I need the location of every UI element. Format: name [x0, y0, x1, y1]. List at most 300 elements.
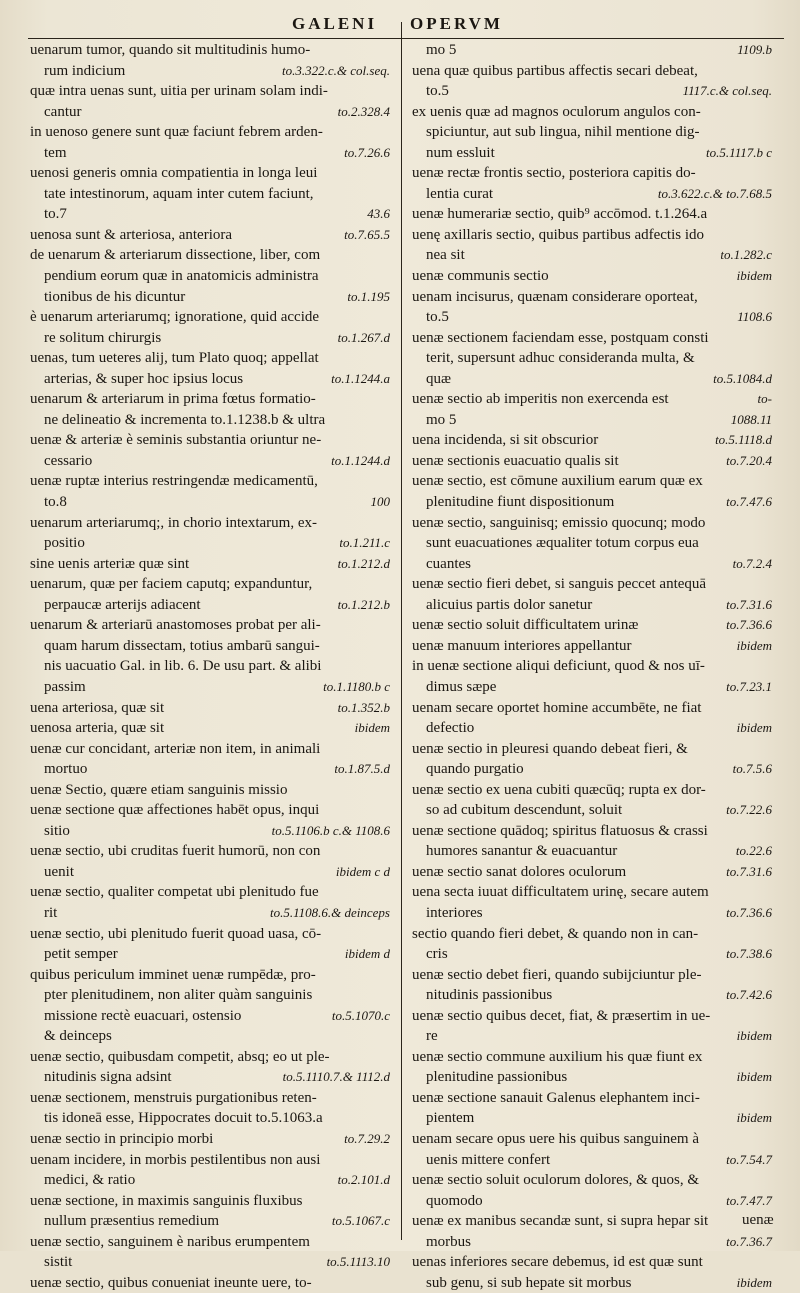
- index-line: [30, 1026, 390, 1047]
- index-entry-reference: to.7.29.2: [344, 1130, 390, 1146]
- index-entry-reference: to.1.195: [347, 288, 390, 304]
- index-line: [412, 615, 772, 636]
- index-entry-text: in uenoso genere sunt quæ faciunt febrem arden-: [30, 124, 323, 141]
- index-line: [30, 636, 390, 657]
- index-line: [412, 965, 772, 986]
- index-entry-reference: 1117.c.& col.seq.: [682, 83, 772, 99]
- index-line: [412, 1191, 772, 1212]
- index-line: [30, 102, 390, 123]
- index-line: [412, 348, 772, 369]
- index-line: [30, 841, 390, 862]
- index-line: [30, 965, 390, 986]
- index-entry-reference: to.7.36.6: [726, 617, 772, 633]
- index-entry-text: to.5: [426, 83, 449, 100]
- index-entry-text: uenæ sectio commune auxilium his quæ fiunt ex: [412, 1048, 703, 1065]
- index-entry-text: plenitudine fiunt dispositionum: [426, 494, 615, 511]
- index-entry-reference: to.1.267.d: [337, 329, 390, 345]
- index-entry-text: medici, & ratio: [44, 1172, 136, 1189]
- index-line: [412, 430, 772, 451]
- index-entry-text: uenæ & arteriæ è seminis substantia oriuntur ne-: [30, 432, 322, 449]
- index-line: [412, 985, 772, 1006]
- index-entry-text: uenæ sectio, est cōmune auxilium earum quæ ex: [412, 473, 703, 490]
- index-entry-reference: 1108.6: [737, 309, 772, 325]
- index-entry-reference: to.3.322.c.& col.seq.: [282, 62, 390, 78]
- index-line: [30, 348, 390, 369]
- index-line: [412, 882, 772, 903]
- index-line: [412, 800, 772, 821]
- index-line: [30, 122, 390, 143]
- index-line: [412, 1026, 772, 1047]
- index-entry-text: sunt euacuationes æqualiter totum corpus eua: [426, 535, 699, 552]
- index-entry-reference: to.1.212.d: [337, 555, 390, 571]
- index-entry-reference: ibidem: [354, 720, 390, 736]
- index-line: [412, 389, 772, 410]
- index-line: [30, 595, 390, 616]
- index-entry-text: uenæ sectio fieri debet, si sanguis peccet antequā: [412, 576, 707, 593]
- index-line: [412, 451, 772, 472]
- index-line: [30, 328, 390, 349]
- index-entry-text: arterias, & super hoc ipsius locus: [44, 370, 244, 387]
- index-line: [412, 718, 772, 739]
- index-entry-text: è uenarum arteriarumq; ignoratione, quid accide: [30, 309, 320, 326]
- index-entry-text: uenas, tum ueteres alij, tum Plato quoq; appellat: [30, 350, 319, 367]
- index-line: [30, 718, 390, 739]
- index-entry-text: uenæ ruptæ interius restringendæ medicamentū,: [30, 473, 318, 490]
- index-line: [412, 204, 772, 225]
- index-entry-reference: 100: [370, 494, 390, 510]
- index-line: [30, 800, 390, 821]
- index-entry-text: de uenarum & arteriarum dissectione, liber, com: [30, 247, 321, 264]
- index-line: [412, 944, 772, 965]
- index-entry-reference: to.7.65.5: [344, 226, 390, 242]
- index-entry-text: missione rectè euacuari, ostensio: [44, 1007, 242, 1024]
- index-line: [30, 759, 390, 780]
- index-entry-text: uenas inferiores secare debemus, id est quæ sunt: [412, 1254, 703, 1271]
- index-entry-text: uena secta iuuat difficultatem urinę, secare autem: [412, 884, 709, 901]
- index-entry-text: uenæ sectio, ubi cruditas fuerit humorū, non con: [30, 843, 321, 860]
- index-line: [30, 184, 390, 205]
- index-entry-text: uenæ sectione, in maximis sanguinis fluxibus: [30, 1192, 303, 1209]
- index-entry-text: in uenæ sectione aliqui deficiunt, quod & nos uī-: [412, 658, 705, 675]
- index-entry-text: uenæ sectio, quibusdam competit, absq; eo ut ple-: [30, 1048, 330, 1065]
- index-line: [30, 492, 390, 513]
- index-entry-text: uenæ manuum interiores appellantur: [412, 637, 632, 654]
- index-entry-text: quam harum dissectam, totius ambarū sangui-: [44, 637, 320, 654]
- index-entry-reference: to.5.1106.b c.& 1108.6: [271, 822, 390, 838]
- index-entry-text: to.7: [44, 206, 67, 223]
- index-entry-reference: to.7.47.6: [726, 494, 772, 510]
- index-line: [412, 287, 772, 308]
- index-entry-text: passim: [44, 678, 86, 695]
- index-line: [30, 410, 390, 431]
- index-entry-text: uenæ sectione quādoq; spiritus flatuosus & crassi: [412, 822, 708, 839]
- index-line: [30, 245, 390, 266]
- index-entry-text: uenæ communis sectio: [412, 268, 549, 285]
- index-entry-reference: ibidem: [736, 720, 772, 736]
- index-entry-text: uenæ cur concidant, arteriæ non item, in animali: [30, 740, 321, 757]
- index-entry-reference: 43.6: [367, 206, 390, 222]
- index-entry-reference: to.5.1084.d: [713, 370, 772, 386]
- index-line: [30, 1047, 390, 1068]
- index-entry-text: nis uacuatio Gal. in lib. 6. De usu part. & alibi: [44, 658, 322, 675]
- index-line: [412, 102, 772, 123]
- index-line: [412, 1252, 772, 1273]
- index-entry-text: morbus: [426, 1233, 471, 1250]
- index-entry-text: uenę axillaris sectio, quibus partibus adfectis ido: [412, 226, 705, 243]
- index-entry-reference: ibidem: [736, 1028, 772, 1044]
- index-line: [30, 1067, 390, 1088]
- index-entry-text: uenarum tumor, quando sit multitudinis humo-: [30, 42, 311, 58]
- index-entry-text: uenæ humerariæ sectio, quib⁹ accōmod. t.1.264.a: [412, 206, 708, 223]
- index-line: [30, 307, 390, 328]
- index-line: [30, 656, 390, 677]
- index-entry-text: sine uenis arteriæ quæ sint: [30, 555, 190, 572]
- index-entry-reference: to.1.1244.a: [331, 370, 390, 386]
- index-entry-text: ne delineatio & incrementa to.1.1238.b & ultra: [44, 411, 326, 428]
- index-line: [412, 307, 772, 328]
- index-line: [412, 61, 772, 82]
- index-line: [412, 492, 772, 513]
- index-entry-reference: to.1.212.b: [337, 596, 390, 612]
- index-entry-text: & deinceps: [44, 1028, 112, 1045]
- index-entry-reference: to.7.54.7: [726, 1151, 772, 1167]
- index-entry-text: mo 5: [426, 42, 457, 58]
- left-index-column: [30, 40, 390, 1293]
- index-entry-reference: ibidem: [736, 1274, 772, 1290]
- index-line: [412, 369, 772, 390]
- index-line: [30, 451, 390, 472]
- index-entry-text: uenæ sectio ex uena cubiti quæcūq; rupta ex dor-: [412, 781, 706, 798]
- index-entry-text: uenarum & arteriarum in prima fœtus formatio-: [30, 391, 316, 408]
- index-entry-text: sitio: [44, 822, 70, 839]
- right-index-column: [412, 40, 772, 1293]
- index-entry-reference: to.7.26.6: [344, 144, 390, 160]
- index-line: [30, 944, 390, 965]
- index-entry-text: uenæ sectio, quibus conueniat ineunte uere, to-: [30, 1274, 312, 1291]
- index-line: [30, 780, 390, 801]
- index-entry-reference: to-: [757, 391, 772, 407]
- index-entry-reference: ibidem: [736, 1069, 772, 1085]
- index-line: [30, 1273, 390, 1293]
- index-entry-reference: to.1.211.c: [339, 535, 390, 551]
- index-line: [30, 677, 390, 698]
- index-entry-text: uenam secare opus uere his quibus sanguinem à: [412, 1130, 699, 1147]
- index-line: [412, 245, 772, 266]
- index-entry-text: nea sit: [426, 247, 465, 264]
- index-entry-text: uenæ sectio soluit difficultatem urinæ: [412, 617, 639, 634]
- index-line: [412, 40, 772, 61]
- index-entry-reference: to.7.47.7: [726, 1192, 772, 1208]
- index-line: [30, 985, 390, 1006]
- index-entry-text: uenæ sectio, sanguinem è naribus erumpentem: [30, 1233, 310, 1250]
- index-line: [412, 595, 772, 616]
- index-entry-reference: ibidem: [736, 1110, 772, 1126]
- index-line: [30, 61, 390, 82]
- index-line: [30, 225, 390, 246]
- index-line: [30, 1108, 390, 1129]
- index-entry-text: uenarum, quæ per faciem caputq; expanduntur,: [30, 576, 313, 593]
- catchword: uenæ: [742, 1212, 774, 1228]
- index-entry-text: interiores: [426, 904, 483, 921]
- index-entry-text: num essluit: [426, 144, 495, 161]
- index-line: [30, 266, 390, 287]
- index-entry-reference: ibidem: [736, 268, 772, 284]
- index-line: [30, 143, 390, 164]
- index-entry-reference: to.5.1118.d: [715, 432, 772, 448]
- index-line: [412, 533, 772, 554]
- index-line: [30, 471, 390, 492]
- index-entry-text: quomodo: [426, 1192, 483, 1209]
- index-entry-text: re: [426, 1028, 438, 1045]
- index-entry-reference: ibidem: [736, 637, 772, 653]
- index-entry-text: sistit: [44, 1254, 73, 1271]
- index-entry-text: plenitudine passionibus: [426, 1069, 568, 1086]
- index-entry-reference: to.22.6: [735, 843, 772, 859]
- index-line: [30, 862, 390, 883]
- index-entry-text: alicuius partis dolor sanetur: [426, 596, 593, 613]
- index-entry-text: uenarum arteriarumq;, in chorio intextarum, ex-: [30, 514, 317, 531]
- index-line: [412, 780, 772, 801]
- index-entry-text: quando purgatio: [426, 761, 524, 778]
- index-entry-reference: to.5.1108.6.& deinceps: [270, 904, 390, 920]
- index-line: [30, 1232, 390, 1253]
- index-entry-text: uena quæ quibus partibus affectis secari debeat,: [412, 62, 698, 79]
- index-entry-text: tis idoneā esse, Hippocrates docuit to.5.1063.a: [44, 1110, 323, 1127]
- index-line: [412, 821, 772, 842]
- index-entry-text: sub genu, si sub hepate sit morbus: [426, 1274, 632, 1291]
- index-line: [412, 328, 772, 349]
- index-line: [30, 903, 390, 924]
- header-left-word: GALENI: [292, 14, 378, 33]
- index-entry-text: rum indicium: [44, 62, 126, 79]
- index-line: [30, 204, 390, 225]
- index-entry-text: uenæ sectio debet fieri, quando subijciuntur ple-: [412, 966, 702, 983]
- index-entry-reference: to.7.42.6: [726, 987, 772, 1003]
- index-line: [30, 924, 390, 945]
- index-line: [412, 1232, 772, 1253]
- index-entry-reference: to.5.1110.7.& 1112.d: [282, 1069, 390, 1085]
- index-entry-text: to.8: [44, 494, 67, 511]
- index-entry-text: re solitum chirurgis: [44, 329, 162, 346]
- index-entry-text: mortuo: [44, 761, 88, 778]
- index-line: [30, 513, 390, 534]
- index-line: [30, 615, 390, 636]
- index-line: [30, 389, 390, 410]
- index-entry-text: uena arteriosa, quæ sit: [30, 699, 165, 716]
- index-entry-reference: to.1.87.5.d: [334, 761, 390, 777]
- index-line: [30, 1252, 390, 1273]
- index-line: [30, 1088, 390, 1109]
- index-line: [412, 410, 772, 431]
- index-entry-text: dimus sæpe: [426, 678, 497, 695]
- index-entry-reference: to.1.352.b: [337, 699, 390, 715]
- header-rule: [28, 38, 784, 39]
- index-line: [412, 184, 772, 205]
- index-line: [412, 1150, 772, 1171]
- index-entry-reference: to.5.1070.c: [331, 1007, 390, 1023]
- index-line: [30, 698, 390, 719]
- index-line: [30, 1006, 390, 1027]
- index-line: [412, 677, 772, 698]
- index-entry-text: cantur: [44, 103, 82, 120]
- index-entry-text: uenit: [44, 863, 74, 880]
- index-entry-text: uenarum & arteriarū anastomoses probat per ali-: [30, 617, 321, 634]
- index-entry-text: pientem: [426, 1110, 475, 1127]
- index-entry-text: uenæ sectionis euacuatio qualis sit: [412, 452, 619, 469]
- index-line: [30, 369, 390, 390]
- index-entry-reference: to.7.5.6: [732, 761, 772, 777]
- index-line: [412, 924, 772, 945]
- index-entry-text: uenæ sectione sanauit Galenus elephantem inci-: [412, 1089, 700, 1106]
- index-line: [30, 574, 390, 595]
- index-entry-text: pendium eorum quæ in anatomicis administra: [44, 268, 319, 285]
- index-entry-text: uenæ sectionem faciendam esse, postquam consti: [412, 329, 709, 346]
- index-entry-text: uena incidenda, si sit obscurior: [412, 432, 599, 449]
- index-entry-text: quæ: [426, 370, 452, 387]
- index-entry-text: petit semper: [44, 946, 118, 963]
- index-line: [30, 40, 390, 61]
- index-entry-text: quibus periculum imminet uenæ rumpēdæ, pro-: [30, 966, 316, 983]
- index-line: [30, 1129, 390, 1150]
- index-entry-reference: to.2.328.4: [337, 103, 390, 119]
- index-entry-text: uenam secare oportet homine accumbēte, ne fiat: [412, 699, 702, 716]
- index-line: [412, 225, 772, 246]
- index-line: [412, 636, 772, 657]
- index-entry-reference: to.5.1113.10: [326, 1254, 390, 1270]
- index-entry-text: tate intestinorum, aquam inter cutem faciunt,: [44, 185, 314, 202]
- index-line: [30, 739, 390, 760]
- index-entry-reference: ibidem d: [344, 946, 390, 962]
- index-entry-text: uenæ sectio quibus decet, fiat, & præsertim in ue-: [412, 1007, 711, 1024]
- index-line: [412, 1006, 772, 1027]
- index-line: [412, 841, 772, 862]
- index-entry-reference: to.3.622.c.& to.7.68.5: [657, 185, 772, 201]
- index-line: [412, 862, 772, 883]
- index-entry-text: uenæ sectio, ubi plenitudo fuerit quoad uasa, cō-: [30, 925, 322, 942]
- index-entry-text: uenæ ex manibus secandæ sunt, si supra hepar sit: [412, 1213, 709, 1230]
- index-entry-text: uenæ sectio soluit oculorum dolores, & quos, &: [412, 1172, 700, 1189]
- index-entry-reference: ibidem c d: [335, 863, 390, 879]
- index-entry-text: tem: [44, 144, 67, 161]
- index-line: [412, 1088, 772, 1109]
- index-line: [30, 1150, 390, 1171]
- index-entry-text: humores sanantur & euacuantur: [426, 843, 618, 860]
- index-entry-text: positio: [44, 535, 85, 552]
- index-entry-text: cris: [426, 946, 448, 963]
- index-line: [412, 143, 772, 164]
- index-entry-text: uenæ sectionem, menstruis purgationibus reten-: [30, 1089, 317, 1106]
- index-entry-reference: to.2.101.d: [337, 1172, 390, 1188]
- index-line: [412, 1273, 772, 1293]
- index-entry-text: nitudinis signa adsint: [44, 1069, 172, 1086]
- index-line: [30, 430, 390, 451]
- index-entry-reference: to.7.22.6: [726, 802, 772, 818]
- index-line: [30, 287, 390, 308]
- index-entry-text: uenæ sectio in principio morbi: [30, 1130, 214, 1147]
- index-entry-reference: to.7.20.4: [726, 452, 772, 468]
- index-entry-reference: to.7.38.6: [726, 946, 772, 962]
- index-entry-text: uenosa sunt & arteriosa, anteriora: [30, 226, 233, 243]
- index-entry-text: mo 5: [426, 411, 457, 428]
- index-entry-text: uenis mittere confert: [426, 1151, 551, 1168]
- index-line: [412, 574, 772, 595]
- index-line: [412, 122, 772, 143]
- index-line: [30, 1170, 390, 1191]
- index-entry-reference: to.7.31.6: [726, 596, 772, 612]
- index-entry-text: cuantes: [426, 555, 471, 572]
- index-entry-reference: to.5.1117.b c: [706, 144, 772, 160]
- index-line: [30, 1191, 390, 1212]
- index-entry-text: rit: [44, 904, 58, 921]
- index-entry-text: nullum præsentius remedium: [44, 1213, 219, 1230]
- index-entry-reference: to.1.282.c: [720, 247, 772, 263]
- index-entry-text: nitudinis passionibus: [426, 987, 553, 1004]
- index-entry-text: lentia curat: [426, 185, 494, 202]
- index-entry-text: uenosi generis omnia compatientia in longa leui: [30, 165, 318, 182]
- index-line: [412, 739, 772, 760]
- index-entry-text: uenæ sectio, sanguinisq; emissio quocunq; modo: [412, 514, 706, 531]
- index-line: [412, 1047, 772, 1068]
- index-line: [412, 698, 772, 719]
- index-entry-reference: to.7.23.1: [726, 678, 772, 694]
- index-entry-text: uenæ sectione quæ affectiones habēt opus, inqui: [30, 802, 320, 819]
- index-line: [412, 81, 772, 102]
- index-entry-text: tionibus de his dicuntur: [44, 288, 186, 305]
- index-entry-text: so ad cubitum descendunt, soluit: [426, 802, 623, 819]
- index-line: [412, 1067, 772, 1088]
- index-entry-text: uenosa arteria, quæ sit: [30, 720, 165, 737]
- index-line: [30, 533, 390, 554]
- index-entry-text: uenam incisurus, quænam considerare oporteat,: [412, 288, 698, 305]
- index-entry-reference: to.7.36.7: [726, 1233, 772, 1249]
- index-entry-reference: to.7.36.6: [726, 904, 772, 920]
- index-line: [30, 81, 390, 102]
- index-line: [412, 163, 772, 184]
- index-entry-text: uenæ sectio sanat dolores oculorum: [412, 863, 627, 880]
- index-line: [30, 821, 390, 842]
- index-entry-reference: to.7.31.6: [726, 863, 772, 879]
- index-line: [412, 513, 772, 534]
- index-entry-text: cessario: [44, 452, 93, 469]
- index-entry-text: ex uenis quæ ad magnos oculorum angulos con-: [412, 103, 701, 120]
- index-entry-reference: 1109.b: [737, 42, 772, 57]
- index-line: [412, 1170, 772, 1191]
- index-line: [412, 1108, 772, 1129]
- index-line: [412, 1129, 772, 1150]
- index-line: [412, 554, 772, 575]
- index-entry-text: uenæ sectio, qualiter competat ubi plenitudo fue: [30, 884, 319, 901]
- index-line: [412, 266, 772, 287]
- index-line: [412, 759, 772, 780]
- index-entry-reference: to.5.1067.c: [331, 1213, 390, 1229]
- index-line: [30, 1211, 390, 1232]
- index-entry-text: uenam incidere, in morbis pestilentibus non ausi: [30, 1151, 321, 1168]
- index-entry-reference: to.1.1244.d: [331, 452, 390, 468]
- index-line: [412, 656, 772, 677]
- index-entry-reference: to.1.1180.b c: [323, 678, 390, 694]
- index-line: [30, 554, 390, 575]
- index-entry-text: to.5: [426, 309, 449, 326]
- index-entry-text: spiciuntur, aut sub lingua, nihil mentione dig-: [426, 124, 700, 141]
- index-line: [30, 163, 390, 184]
- index-entry-text: uenæ sectio ab imperitis non exercenda est: [412, 391, 669, 408]
- index-entry-text: uenæ sectio in pleuresi quando debeat fieri, &: [412, 740, 688, 757]
- index-entry-text: defectio: [426, 720, 475, 737]
- header-right-word: OPERVM: [410, 14, 503, 33]
- index-entry-text: terit, supersunt adhuc consideranda multa, &: [426, 350, 695, 367]
- running-header: [0, 4, 800, 34]
- index-entry-text: uenæ Sectio, quære etiam sanguinis missio: [30, 781, 288, 798]
